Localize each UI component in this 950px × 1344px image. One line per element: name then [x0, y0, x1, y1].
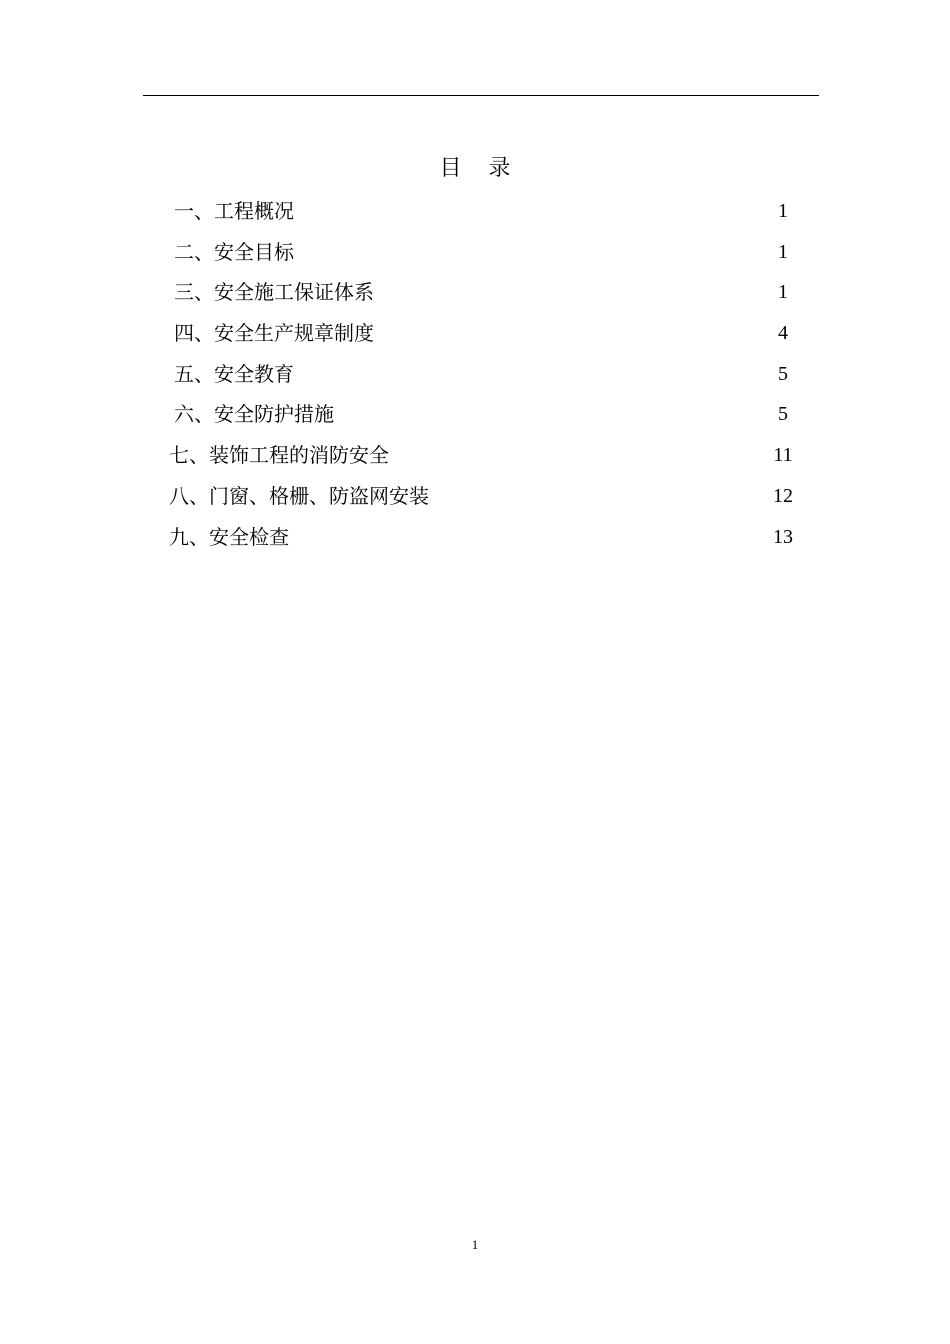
toc-entry-page: 1 — [778, 241, 788, 263]
toc-entry[interactable] — [0, 313, 950, 353]
toc-entry-label: 六、安全防护措施 — [174, 402, 334, 426]
toc-entry[interactable] — [0, 232, 950, 272]
toc-entry[interactable] — [0, 354, 950, 394]
toc-entry-page: 5 — [778, 403, 788, 425]
toc-entry-label: 九、安全检查 — [169, 525, 289, 549]
toc-list — [0, 0, 950, 600]
toc-entry[interactable] — [0, 476, 950, 516]
toc-entry[interactable] — [0, 517, 950, 557]
toc-title: 目 录 — [439, 156, 521, 181]
toc-entry-label: 一、工程概况 — [174, 199, 294, 223]
toc-entry[interactable] — [0, 394, 950, 434]
toc-entry-label: 三、安全施工保证体系 — [174, 280, 374, 304]
toc-entry-label: 七、装饰工程的消防安全 — [169, 443, 389, 467]
toc-entry[interactable] — [0, 272, 950, 312]
toc-entry-page: 5 — [778, 363, 788, 385]
toc-entry-label: 四、安全生产规章制度 — [174, 321, 374, 345]
footer-page-number: 1 — [471, 1237, 479, 1252]
toc-entry-page: 11 — [773, 444, 793, 466]
toc-entry-page: 13 — [773, 526, 793, 548]
toc-entry-page: 1 — [778, 281, 788, 303]
toc-entry[interactable] — [0, 191, 950, 231]
toc-entry-page: 1 — [778, 200, 788, 222]
toc-entry-page: 12 — [773, 485, 793, 507]
toc-entry-label: 二、安全目标 — [174, 240, 294, 264]
toc-entry-label: 五、安全教育 — [174, 362, 294, 386]
toc-entry-page: 4 — [778, 322, 788, 344]
toc-entry[interactable] — [0, 435, 950, 475]
toc-entry-label: 八、门窗、格栅、防盗网安装 — [169, 484, 429, 508]
